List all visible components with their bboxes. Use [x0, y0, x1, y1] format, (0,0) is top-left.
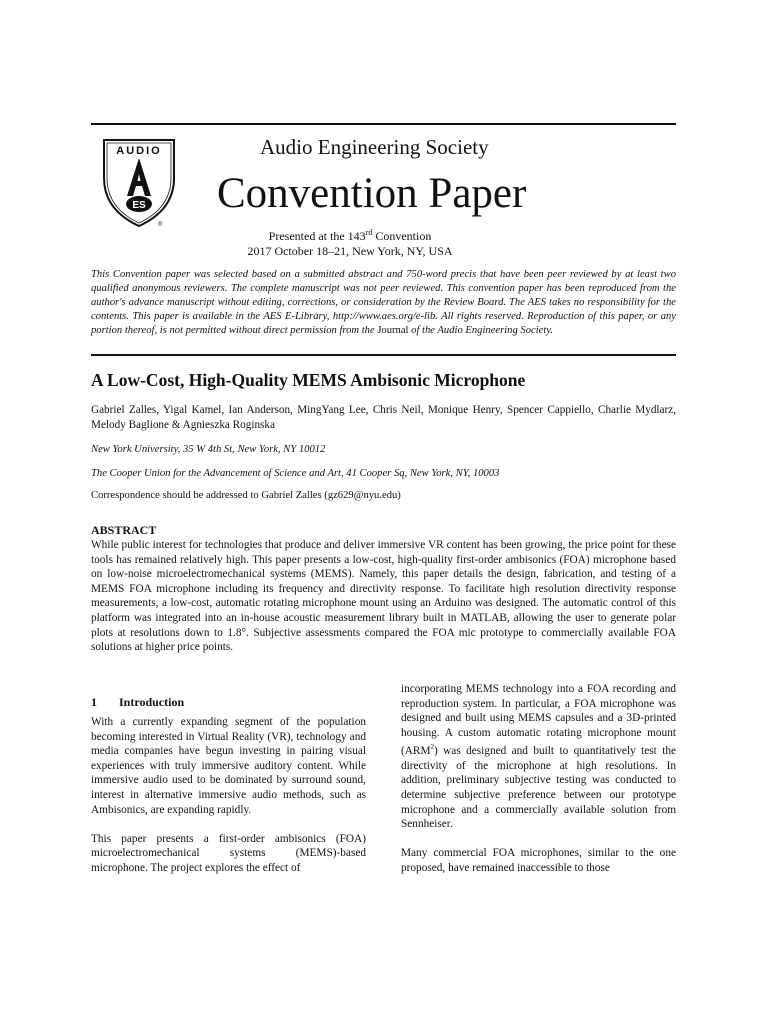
- affiliation-nyu: New York University, 35 W 4th St, New York, NY 10012: [91, 444, 326, 455]
- notice-journal-suffix: of the Audio Engineering Society.: [408, 325, 554, 336]
- review-notice: [91, 268, 676, 338]
- convention-suffix: Convention: [372, 229, 432, 243]
- convention-line: [200, 225, 500, 244]
- date-location: 2017 October 18–21, New York, NY, USA: [247, 244, 453, 258]
- document-type-title: Convention Paper: [217, 170, 527, 217]
- right-column: [401, 682, 676, 890]
- section-number: 1: [91, 695, 97, 709]
- intro-paragraph-1: With a currently expanding segment of the population becoming interested in Virtual Reality (VR), technology and media companies have begun investing in pairing visual experiences with truly immersive auditory content. While immersive audio used to be dominated by surround sound, interest in alternative immersive audio methods, such as Ambisonics, are expanding rapidly.: [91, 716, 366, 816]
- section-title: Introduction: [119, 695, 185, 709]
- intro-paragraph-2: This paper presents a first-order ambisonics (FOA) microelectromechanical systems (MEMS)-based microphone. The project explores the effect of: [91, 832, 366, 874]
- notice-text: This Convention paper was selected based on a submitted abstract and 750-word precis that have been peer reviewed by at least two qualified anonymous reviewers. The complete manuscript was not peer reviewed. This convention paper has been reproduced from the author's advance manuscript without editing, corrections, or consideration by the Review Board. The AES takes no responsibility for the contents. This paper is available in the AES E-Library, http://www.aes.org/e-lib. All rights reserved. Reproduction of this paper, or any portion thereof, is not permitted without direct permission from the: [91, 269, 676, 336]
- affiliation-cooper-union: The Cooper Union for the Advancement of Science and Art, 41 Cooper Sq, New York, NY, 10003: [91, 468, 500, 479]
- abstract-body: While public interest for technologies that produce and deliver immersive VR content has been growing, the price point for these tools has remained relatively high. This paper presents a low-cost, high-quality first-order ambisonics (FOA) microphone based on low-noise microelectromechanical systems (MEMS). Namely, this paper details the design, fabrication, and testing of a MEMS FOA microphone including its frequency and directivity response. To facilitate high resolution directivity response measurements, a low-cost, automatic rotating microphone mount using an Arduino was designed. The automatic control of this platform was integrated into an in-house acoustic measurement library built in MATLAB, allowing the user to generate polar plots at resolutions down to 1.8°. Subjective assessments compared the FOA mic prototype to commercially available FOA solutions at higher price points.: [91, 539, 676, 654]
- logo-bottom-text: ES: [132, 200, 146, 211]
- presented-at: [200, 225, 500, 259]
- aes-logo: [101, 138, 177, 228]
- abstract-heading: ABSTRACT: [91, 523, 157, 537]
- intro-paragraph-4: Many commercial FOA microphones, similar to the one proposed, have remained inaccessible to those: [401, 847, 676, 874]
- section-heading-introduction: [91, 695, 184, 710]
- convention-prefix: Presented at the 143: [268, 229, 366, 243]
- author-list: Gabriel Zalles, Yigal Kamel, Ian Anderson, MingYang Lee, Chris Neil, Monique Henry, Spencer Cappiello, Charlie Mydlarz, Melody Baglione & Agnieszka Roginska: [91, 404, 676, 431]
- intro-paragraph-3: [401, 682, 676, 832]
- intro-paragraph-3-part-b: ) was designed and built to quantitatively test the directivity of the microphone at high resolutions. In addition, preliminary subjective testing was conducted to determine subjective preference between our prototype microphone and a commercially available solution from Sennheiser.: [401, 745, 676, 831]
- left-column: [91, 715, 366, 890]
- society-name: Audio Engineering Society: [260, 135, 489, 159]
- convention-ordinal: rd: [365, 228, 373, 237]
- arm-superscript: 2: [430, 743, 434, 752]
- top-rule: [91, 123, 676, 125]
- intro-paragraph-3-part-a: incorporating MEMS technology into a FOA recording and reproduction system. In particular, a FOA microphone was designed and built using MEMS capsules and a 3D-printed housing. A custom automatic rotating microphone mount (ARM: [401, 683, 676, 758]
- notice-journal: Journal: [377, 325, 409, 336]
- logo-top-text: AUDIO: [116, 145, 162, 157]
- section-rule: [91, 354, 676, 356]
- paper-title: A Low-Cost, High-Quality MEMS Ambisonic Microphone: [91, 370, 526, 390]
- logo-registered-mark: ®: [158, 222, 163, 228]
- correspondence: Correspondence should be addressed to Gabriel Zalles (gz629@nyu.edu): [91, 490, 401, 501]
